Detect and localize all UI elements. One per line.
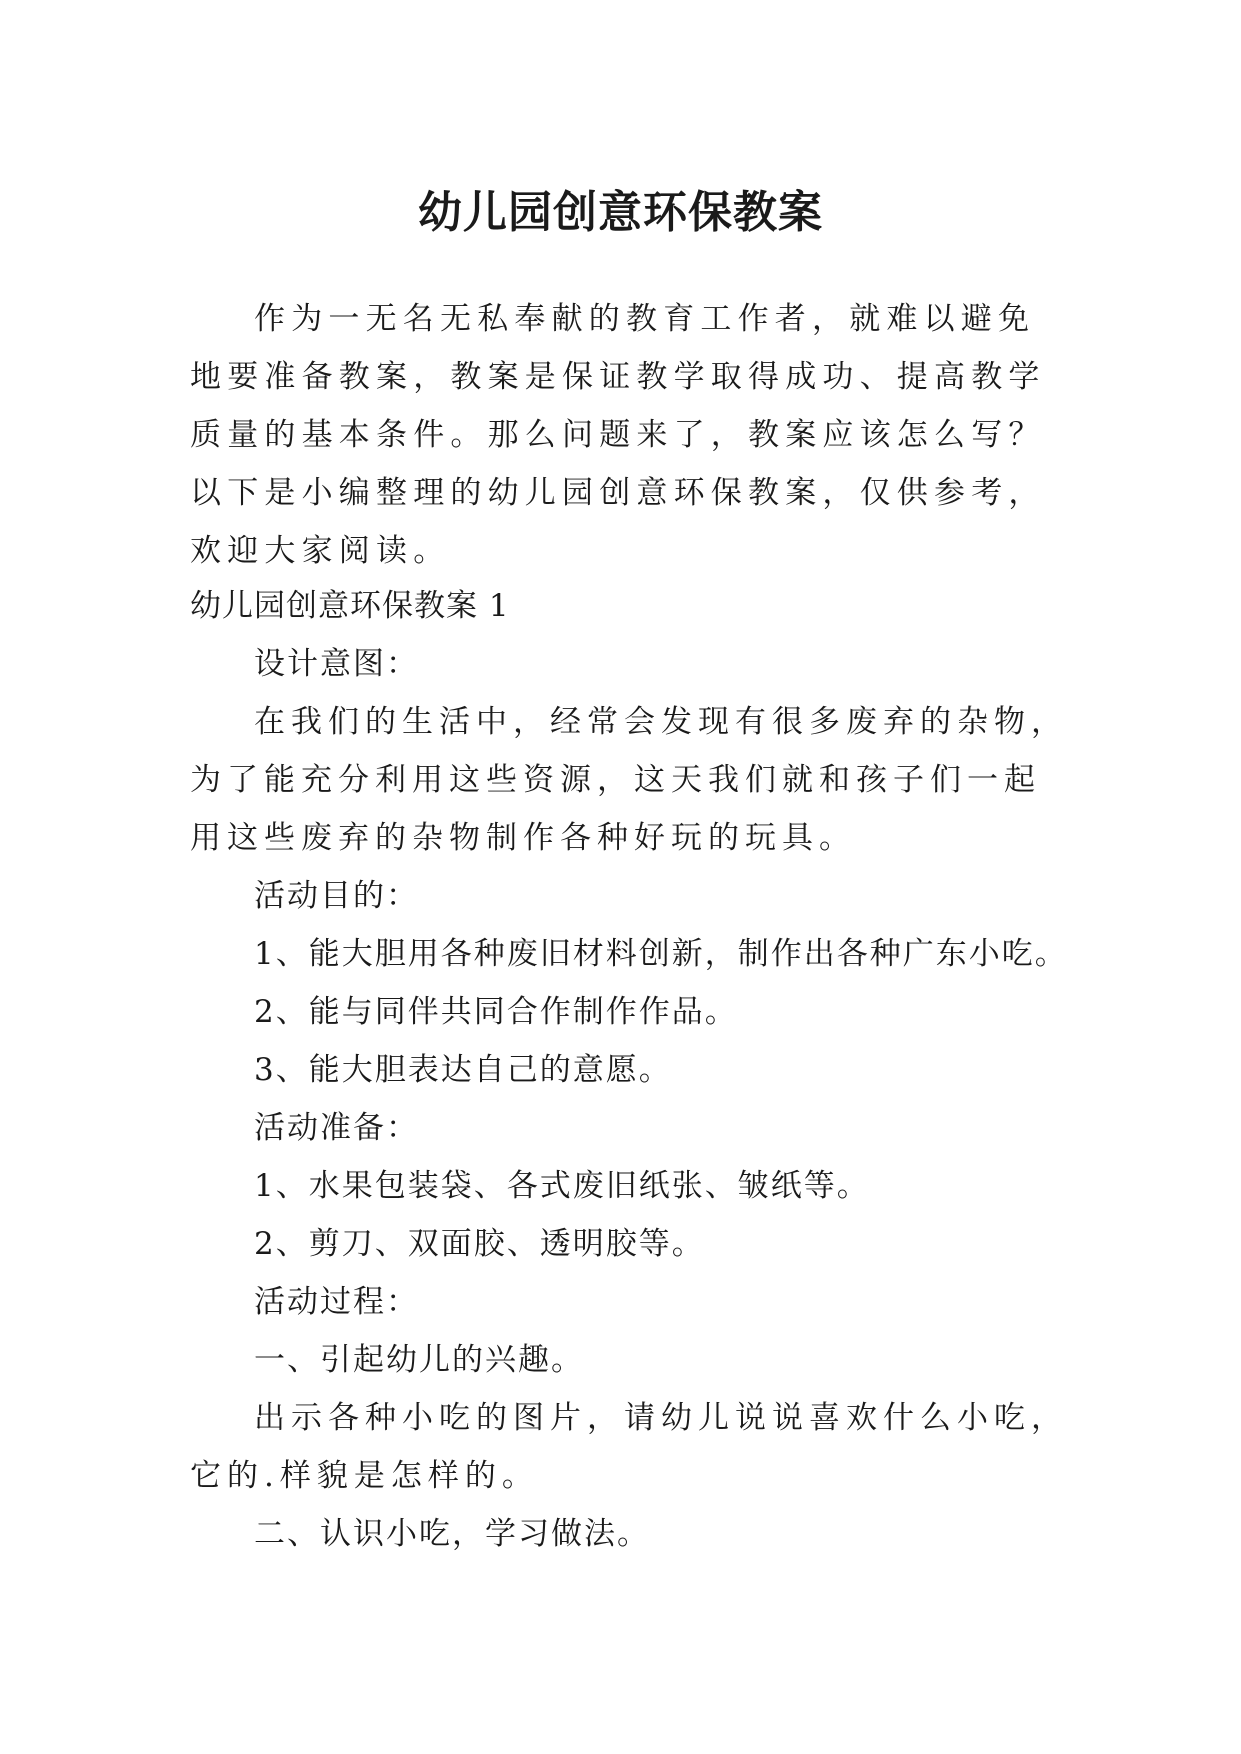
prep-item-1: 1、水果包装袋、各式废旧纸张、皱纸等。: [254, 1168, 870, 1204]
goal-item-3: 3、能大胆表达自己的意愿。: [254, 1052, 672, 1088]
goal-item-2: 2、能与同伴共同合作制作作品。: [254, 994, 738, 1030]
intro-paragraph: 作为一无名无私奉献的教育工作者，就难以避免地要准备教案，教案是保证教学取得成功、提高教学质量的基本条件。那么问题来了，教案应该怎么写？以下是小编整理的幼儿园创意环保教案，仅供参考，欢迎大家阅读。: [190, 301, 1046, 569]
prep-item-2: 2、剪刀、双面胶、透明胶等。: [254, 1226, 705, 1262]
design-intent-text: 在我们的生活中，经常会发现有很多废弃的杂物，为了能充分利用这些资源，这天我们就和孩子们一起用这些废弃的杂物制作各种好玩的玩具。: [190, 704, 1068, 856]
label-design-intent: 设计意图：: [254, 646, 419, 682]
goal-item-1: 1、能大胆用各种废旧材料创新，制作出各种广东小吃。: [254, 936, 1068, 972]
label-activity-process: 活动过程：: [254, 1284, 419, 1320]
label-activity-goals: 活动目的：: [254, 878, 419, 914]
process-step-2: 二、认识小吃，学习做法。: [254, 1516, 650, 1552]
section-body: [190, 635, 1080, 1563]
process-step-1-text: 出示各种小吃的图片，请幼儿说说喜欢什么小吃，它的.样貌是怎样的。: [190, 1400, 1068, 1494]
process-step-1: 一、引起幼儿的兴趣。: [254, 1342, 584, 1378]
document-title: 幼儿园创意环保教案: [418, 187, 823, 239]
section-heading: 幼儿园创意环保教案 1: [190, 588, 510, 624]
label-activity-prep: 活动准备：: [254, 1110, 419, 1146]
